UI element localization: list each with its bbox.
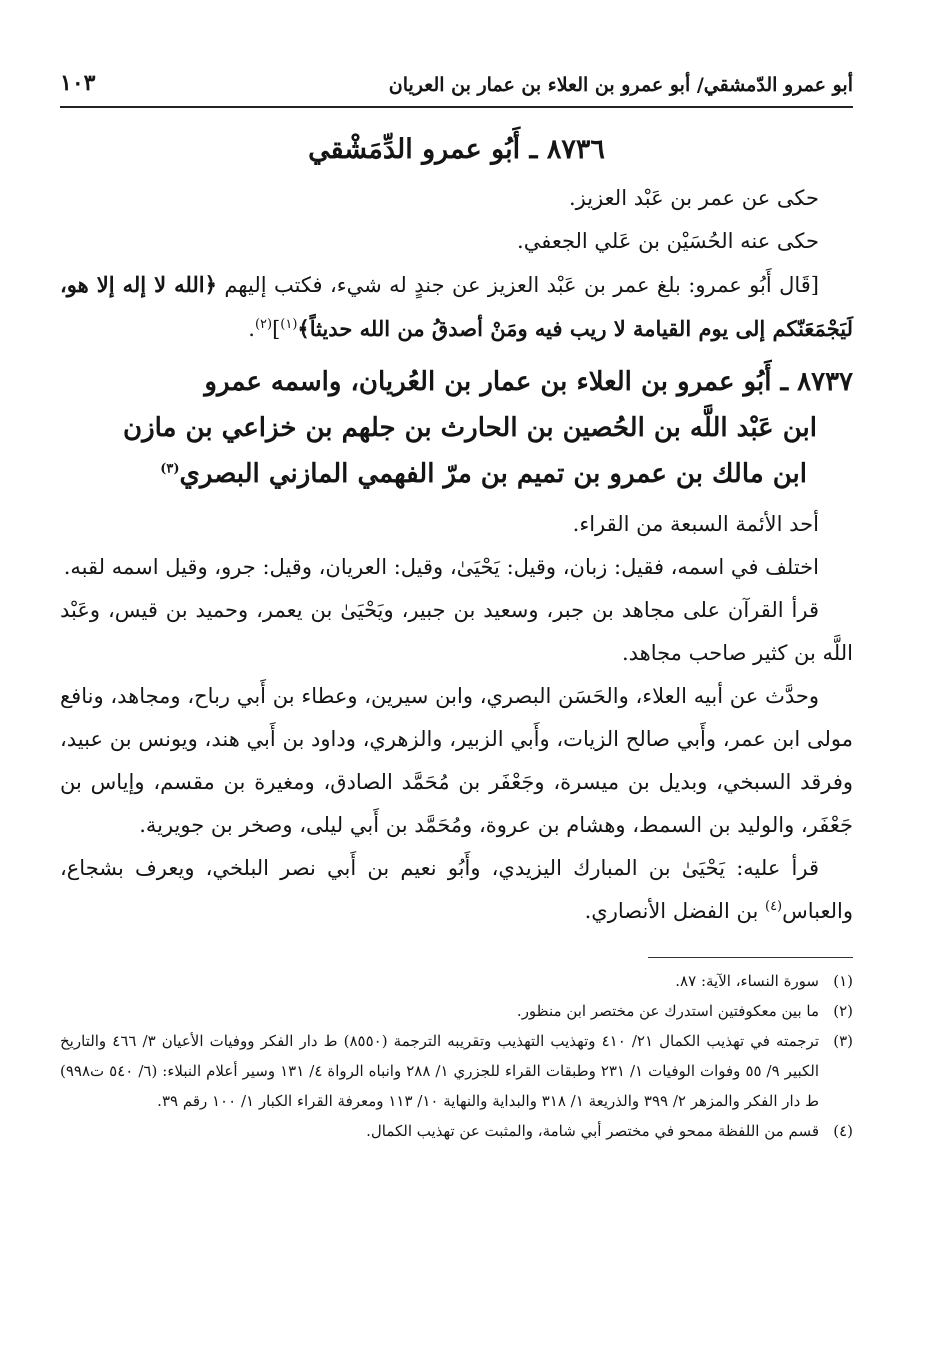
footnote-number: (١) — [833, 972, 853, 990]
footnote-1 — [60, 966, 853, 996]
footnote-ref-2: (٢) — [254, 317, 273, 332]
quote-prefix: [قَال أَبُو عمرو: بلغ عمر بن عَبْد العزيز عن جندٍ له شيء، فكتب إليهم — [216, 273, 819, 297]
footnote-4 — [60, 1116, 853, 1146]
footnote-number: (٢) — [833, 1002, 853, 1020]
entry1-line-2: حكى عنه الحُسَيْن بن عَلي الجعفي. — [517, 229, 819, 253]
p5-after: بن الفضل الأنصاري. — [584, 899, 765, 923]
entry2-paragraph-5 — [60, 847, 853, 933]
footnote-divider — [648, 957, 853, 958]
footnote-text: ما بين معكوفتين استدرك عن مختصر ابن منظور. — [516, 1002, 819, 1020]
footnote-text: ترجمته في تهذيب الكمال ٢١/ ٤١٠ وتهذيب التهذيب وتقريبه الترجمة (٨٥٥٠) ط دار الفكر ووفيات الأعيان ٣/ ٤٦٦ والتاريخ الكبير ٩/ ٥٥ وفوات الوفيات ١/ ٢٣١ وطبقات القراء للجزري ١/ ٢٨٨ وانباه الرواة ٤/ ١٣١ وسير أعلام النبلاء: (٦/ ٥٤٠ ت٩٩٨) ط دار الفكر والمزهر ٢/ ٣٩٩ والذريعة ١/ ٣١٨ والبداية والنهاية ١٠/ ١١٣ ومعرفة القراء الكبار ١/ ١٠٠ رقم ٣٩. — [60, 1032, 820, 1110]
footnote-number: (٤) — [833, 1122, 853, 1140]
running-header — [60, 62, 853, 108]
footnote-ref-4: (٤) — [764, 899, 783, 914]
entry2-heading-line-2: ابن عَبْد اللَّه بن الحُصين بن الحارث بن جلهم بن خزاعي بن مازن — [122, 413, 817, 443]
entry2-heading-line-1: ٨٧٣٧ ـ أَبُو عمرو بن العلاء بن عمار بن العُريان، واسمه عمرو — [204, 367, 853, 397]
footnote-number: (٣) — [833, 1032, 853, 1050]
quran-verse: ﴿الله لا إله إلا هو، لَيَجْمَعَنّكم إلى يوم القيامة لا ريب فيه ومَنْ أصدقُ من الله حديثاً﴾ — [60, 272, 853, 341]
entry2-paragraph-1: أحد الأئمة السبعة من القراء. — [572, 512, 819, 536]
footnote-text: سورة النساء، الآية: ٨٧. — [675, 972, 819, 990]
entry2-paragraph-2: اختلف في اسمه، فقيل: زبان، وقيل: يَحْيَىٰ، وقيل: العريان، وقيل: جرو، وقيل اسمه لقبه. — [63, 555, 819, 579]
running-title: أبو عمرو الدّمشقي/ أبو عمرو بن العلاء بن عمار بن العريان — [388, 74, 853, 96]
p5-before: قرأ عليه: يَحْيَىٰ بن المبارك اليزيدي، وأَبُو نعيم بن أَبي نصر البلخي، ويعرف بشجاع، والعباس — [60, 856, 853, 923]
footnote-ref-3: (٣) — [160, 461, 180, 477]
entry2-paragraph-3: قرأ القرآن على مجاهد بن جبر، وسعيد بن جبير، ويَحْيَىٰ بن يعمر، وحميد بن قيس، وعَبْد اللَّه بن كثير صاحب مجاهد. — [60, 598, 853, 665]
book-page — [60, 62, 853, 1146]
footnotes — [60, 966, 853, 1146]
quote-close-bracket: ] — [272, 317, 281, 341]
entry1-quote — [60, 263, 853, 351]
entry2-heading-line-3-wrap — [60, 451, 853, 497]
entry-heading-8736: ٨٧٣٦ ـ أَبُو عمرو الدِّمَشْقي — [308, 134, 605, 165]
entry-heading-8737 — [60, 359, 853, 497]
footnote-text: قسم من اللفظة ممحو في مختصر أبي شامة، والمثبت عن تهذيب الكمال. — [366, 1122, 819, 1140]
footnote-3 — [60, 1026, 853, 1116]
footnote-2 — [60, 996, 853, 1026]
page-number: ١٠٣ — [60, 70, 96, 96]
entry2-heading-line-3: ابن مالك بن عمرو بن تميم بن مرّ الفهمي المازني البصري — [179, 459, 807, 489]
entry1-line-1: حكى عن عمر بن عَبْد العزيز. — [568, 186, 819, 210]
entry2-paragraph-4: وحدَّث عن أبيه العلاء، والحَسَن البصري، وابن سيرين، وعطاء بن أَبي رباح، ومجاهد، ونافع مولى ابن عمر، وأَبي صالح الزيات، وأَبي الزبير، والزهري، وداود بن أَبي هند، ويونس بن عبيد، وفرقد السبخي، وبديل بن ميسرة، وجَعْفَر بن مُحَمَّد الصادق، ومغيرة بن مقسم، وإياس بن جَعْفَر، والوليد بن السمط، وهشام بن عروة، ومُحَمَّد بن أَبي ليلى، وصخر بن جويرية. — [60, 684, 853, 837]
quote-end: . — [248, 317, 255, 341]
footnote-ref-1: (١) — [280, 317, 298, 332]
